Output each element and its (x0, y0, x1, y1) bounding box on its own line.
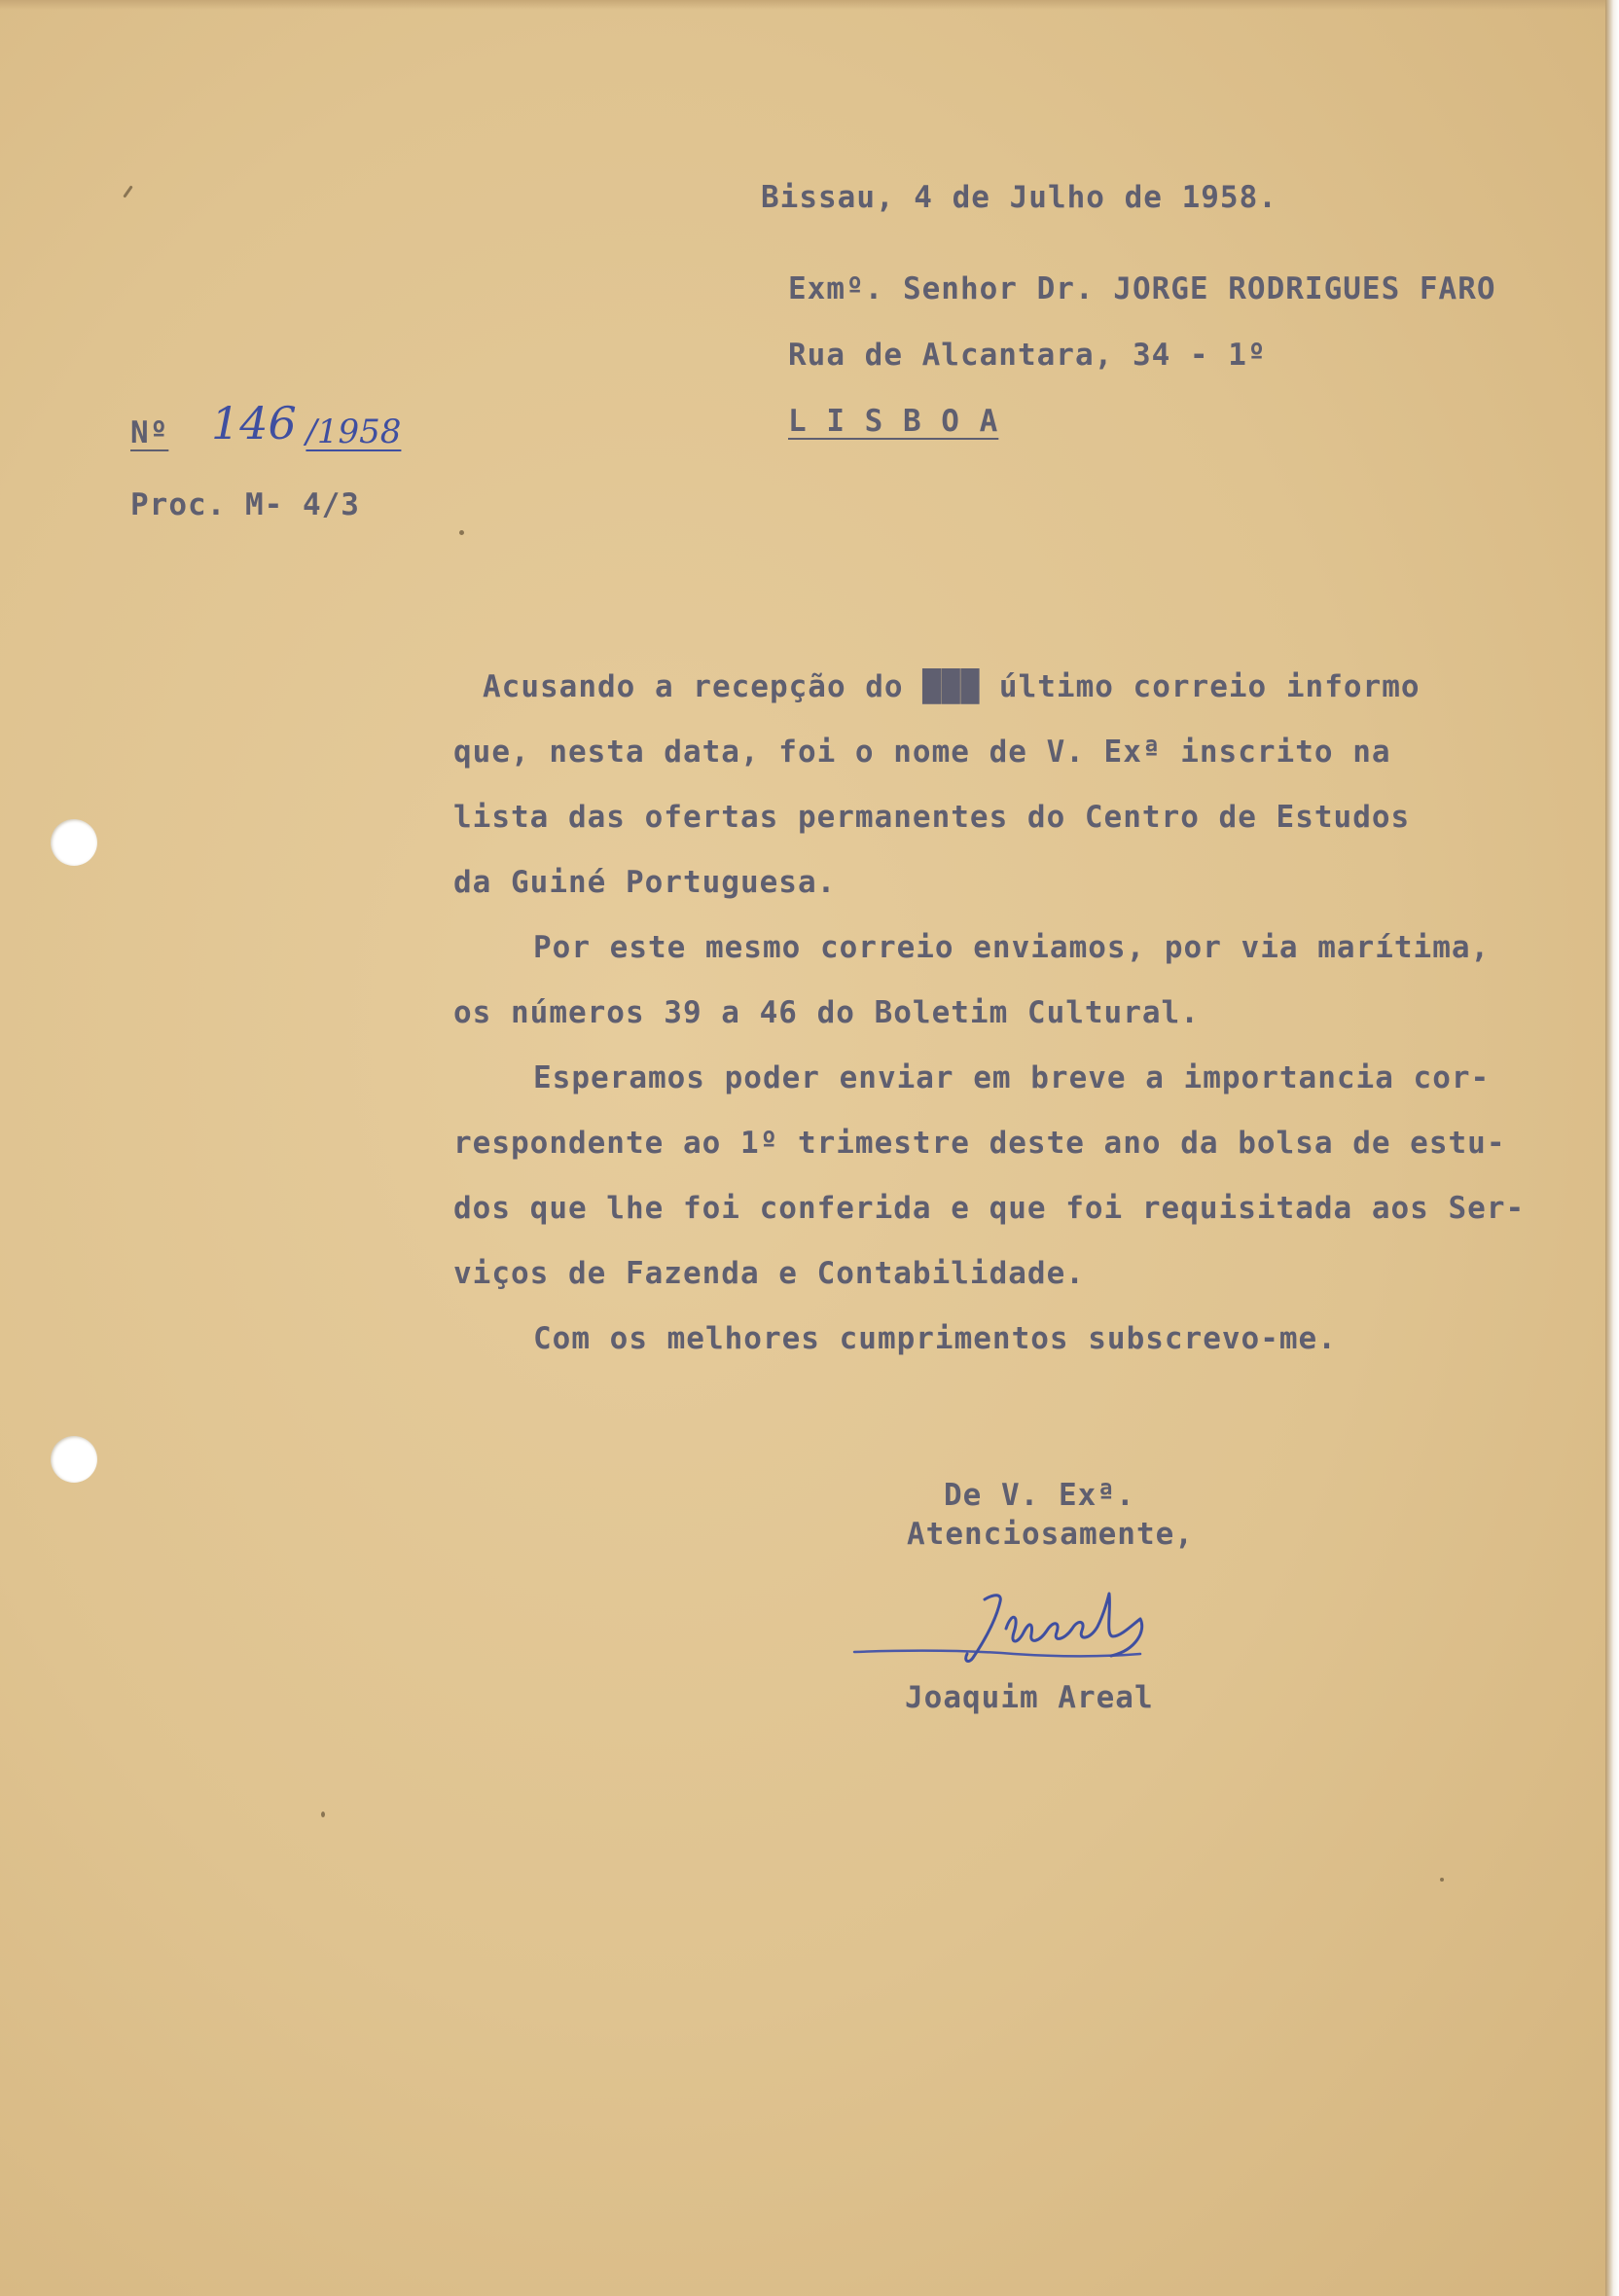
body-paragraph-1 (453, 669, 1553, 930)
signature-name: Joaquim Areal (905, 1680, 1154, 1715)
paper-speck (1440, 1878, 1444, 1882)
body-line: Com os melhores cumprimentos subscrevo-me. (533, 1321, 1337, 1356)
reference-process: Proc. M- 4/3 (130, 487, 360, 522)
recipient-address: Rua de Alcantara, 34 - 1º (788, 338, 1267, 373)
body-line: respondente ao 1º trimestre deste ano da bolsa de estu- (453, 1126, 1506, 1161)
punch-hole-top (51, 819, 97, 866)
punch-hole-bottom (51, 1436, 97, 1483)
recipient-salutation: Exmº. Senhor Dr. JORGE RODRIGUES FARO (788, 271, 1496, 306)
body-line: dos que lhe foi conferida e que foi requisitada aos Ser- (453, 1191, 1526, 1226)
reference-number-handwritten: 146 (210, 397, 297, 449)
reference-number-prefix: Nº (130, 415, 169, 450)
body-line: Por este mesmo correio enviamos, por via marítima, (533, 930, 1491, 965)
body-line: da Guiné Portuguesa. (453, 865, 837, 900)
paper-speck (123, 185, 132, 197)
body-line: Acusando a recepção do ███ último correio informo (483, 669, 1421, 704)
body-line: que, nesta data, foi o nome de V. Exª inscrito na (453, 735, 1391, 770)
body-paragraph-2 (453, 930, 1553, 1060)
reference-number-year: /1958 (306, 413, 402, 451)
handwritten-signature (848, 1572, 1199, 1679)
paper-speck (459, 530, 464, 535)
paper-top-shadow (0, 0, 1605, 10)
body-line: viços de Fazenda e Contabilidade. (453, 1256, 1085, 1291)
paper-speck (321, 1812, 325, 1817)
recipient-city: L I S B O A (788, 404, 999, 439)
body-line: Esperamos poder enviar em breve a importancia cor- (533, 1060, 1491, 1095)
reference-number (130, 397, 402, 453)
closing-line-1: De V. Exª. (944, 1478, 1135, 1513)
body-paragraph-4 (453, 1321, 1553, 1386)
body-line: lista das ofertas permanentes do Centro de Estudos (453, 800, 1411, 835)
place-date: Bissau, 4 de Julho de 1958. (761, 180, 1277, 215)
body-line: os números 39 a 46 do Boletim Cultural. (453, 995, 1200, 1030)
scan-right-edge (1605, 0, 1619, 2296)
closing-line-2: Atenciosamente, (907, 1517, 1194, 1552)
body-paragraph-3 (453, 1060, 1553, 1321)
